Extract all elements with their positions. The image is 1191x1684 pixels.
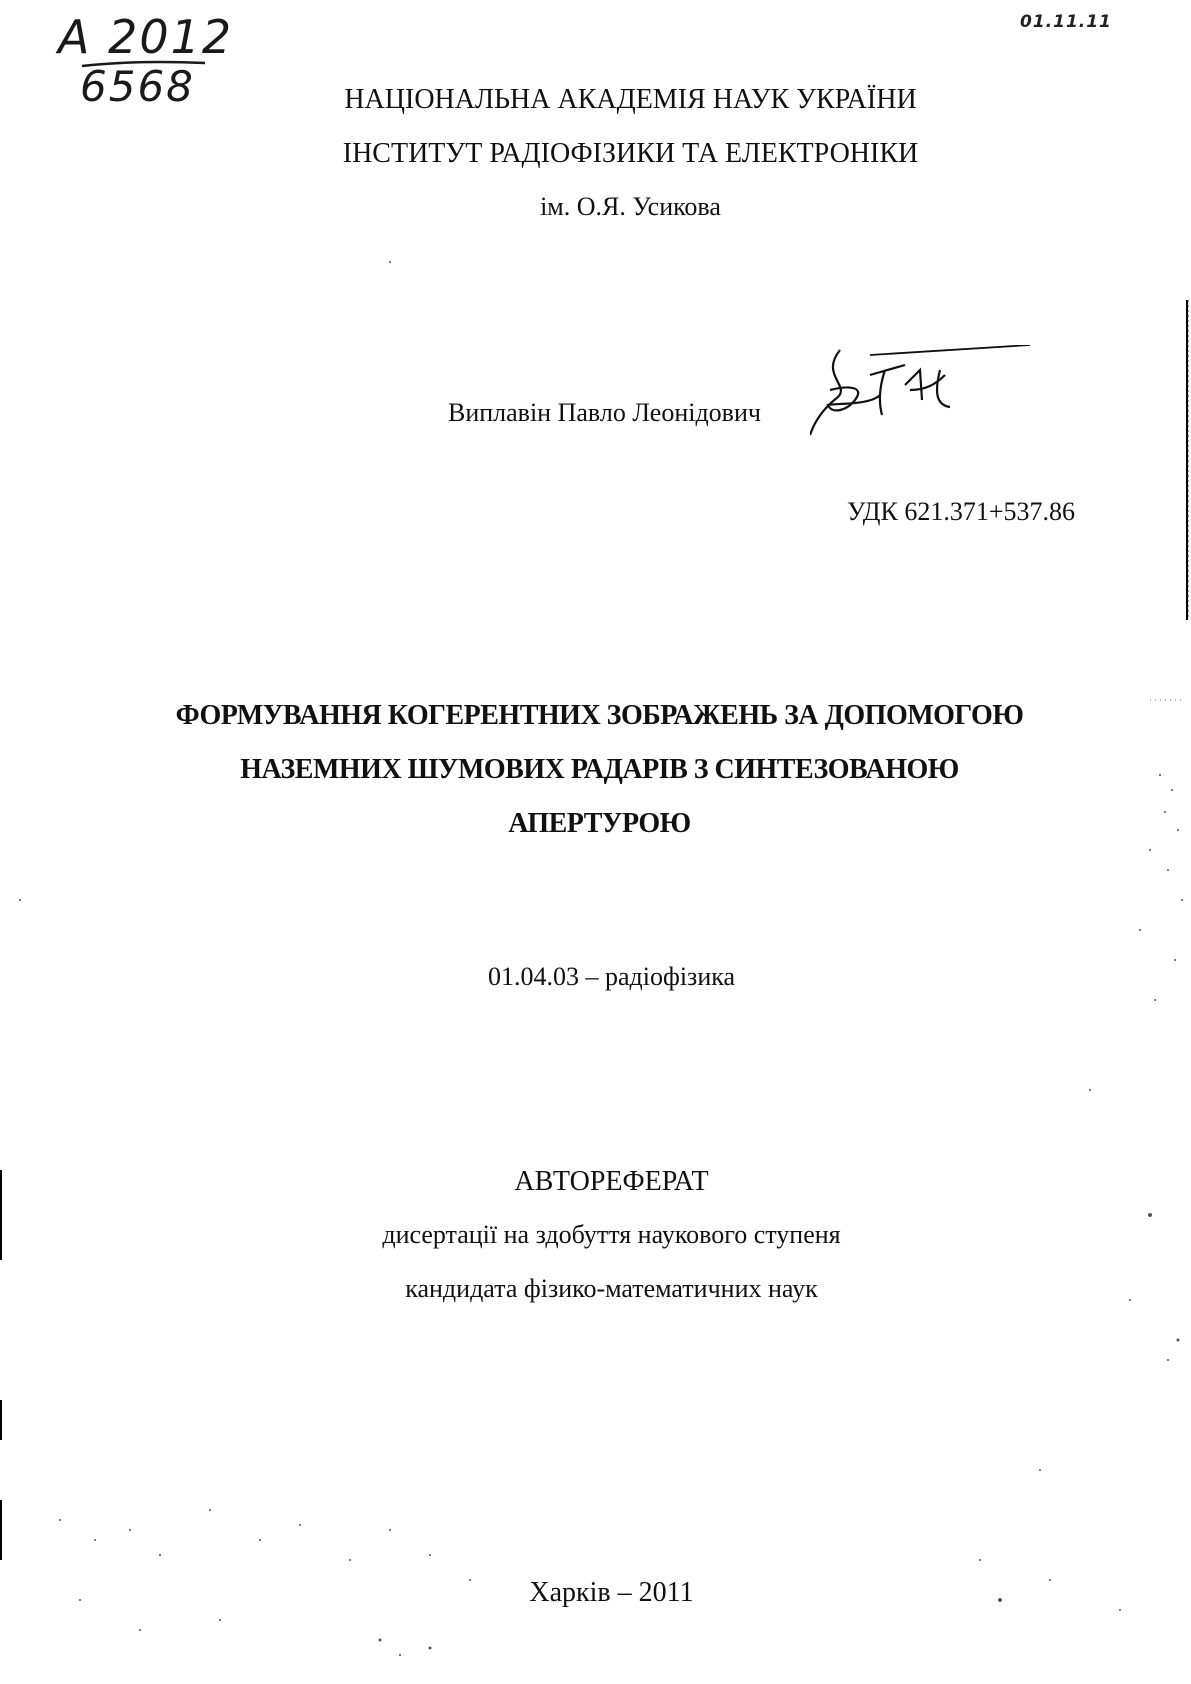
title-line-3: АПЕРТУРОЮ [508, 808, 691, 839]
archive-note-line2: 6568 [80, 62, 195, 111]
archive-note-line1: А 2012 [58, 10, 234, 64]
degree-line-1: дисертації на здобуття наукового ступеня [382, 1220, 841, 1249]
degree-line-2: кандидата фізико-математичних наук [405, 1274, 818, 1303]
udc-code: УДК 621.371+537.86 [846, 497, 1075, 526]
author-name: Виплавін Павло Леонідович [448, 398, 761, 427]
document-type: АВТОРЕФЕРАТ [514, 1166, 709, 1197]
academy-name: НАЦІОНАЛЬНА АКАДЕМІЯ НАУК УКРАЇНИ [344, 84, 917, 115]
institute-named-after: ім. О.Я. Усикова [540, 192, 721, 221]
specialty-code: 01.04.03 – радіофізика [487, 962, 736, 991]
institute-name: ІНСТИТУТ РАДІОФІЗИКИ ТА ЕЛЕКТРОНІКИ [342, 138, 919, 169]
title-line-2: НАЗЕМНИХ ШУМОВИХ РАДАРІВ З СИНТЕЗОВАНОЮ [240, 754, 959, 785]
place-year: Харків – 2011 [529, 1577, 694, 1608]
date-note: 01.11.11 [1020, 12, 1112, 32]
title-line-1: ФОРМУВАННЯ КОГЕРЕНТНИХ ЗОБРАЖЕНЬ ЗА ДОПОМОГОЮ [175, 700, 1024, 731]
